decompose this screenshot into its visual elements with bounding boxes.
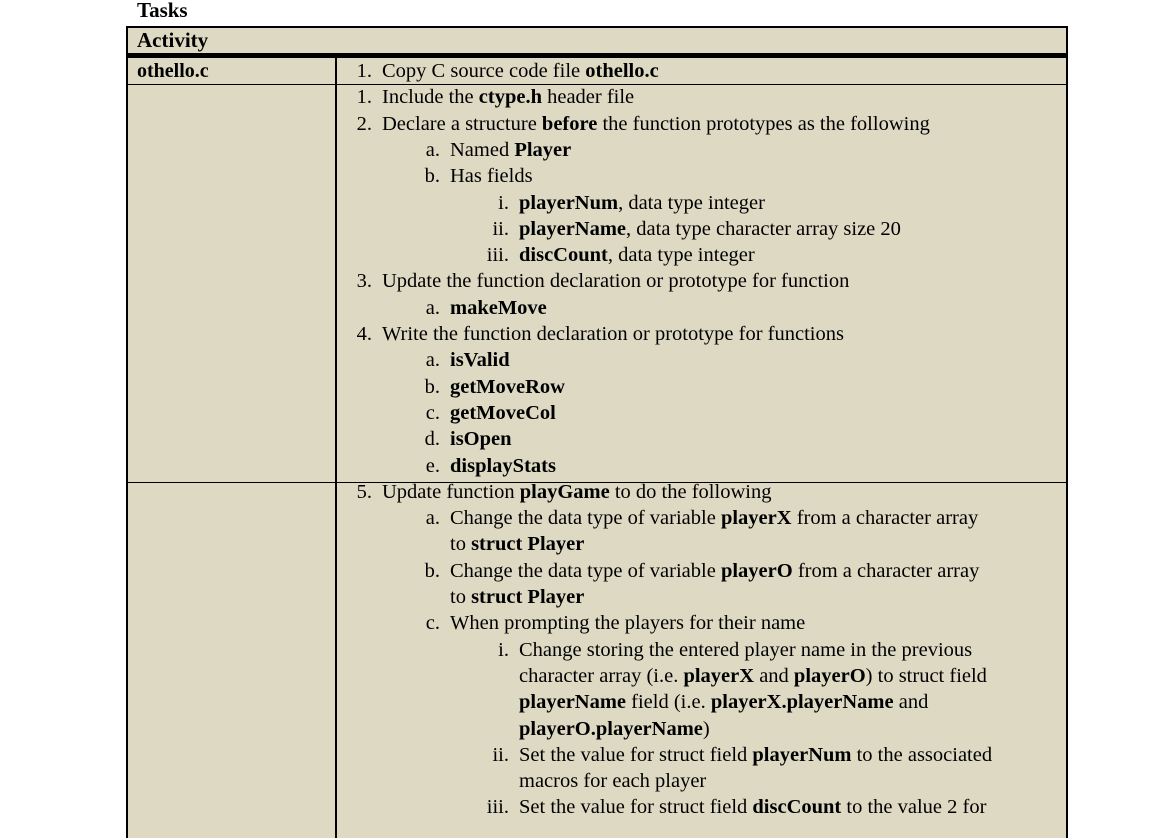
table-header-row: [128, 28, 1066, 58]
tasks-table: [126, 26, 1068, 838]
list-marker: ii.: [492, 743, 509, 766]
task-text: Change the data type of variable playerX from a character array: [450, 507, 979, 530]
list-marker: a.: [425, 296, 440, 319]
list-marker: i.: [498, 638, 509, 661]
column-divider: [335, 58, 337, 838]
activity-column-header: Activity: [137, 28, 209, 52]
task-text: macros for each player: [519, 770, 707, 793]
list-marker: a.: [425, 507, 440, 530]
task-text: getMoveCol: [450, 401, 556, 424]
task-text: Named Player: [450, 138, 572, 161]
task-text: Declare a structure before the function prototypes as the following: [382, 112, 930, 135]
task-text: makeMove: [450, 296, 547, 319]
task-text: Copy C source code file othello.c: [382, 60, 659, 82]
task-text: to struct Player: [450, 586, 585, 608]
task-line: [492, 216, 901, 242]
task-text: Write the function declaration or prototype for functions: [382, 323, 844, 345]
list-marker: a.: [425, 349, 440, 372]
task-text: to struct Player: [450, 533, 585, 556]
task-text: playerName, data type character array size 20: [519, 217, 901, 240]
task-line: [356, 268, 850, 294]
task-line: [424, 558, 980, 584]
task-line: [356, 111, 930, 137]
task-line: [519, 663, 987, 689]
task-text: playerName field (i.e. playerX.playerName and: [519, 691, 929, 714]
list-marker: e.: [425, 454, 440, 477]
task-text: playerO.playerName): [519, 717, 710, 740]
task-line: [425, 295, 547, 321]
list-marker: 5.: [356, 480, 372, 503]
task-line: [450, 531, 584, 557]
list-marker: d.: [424, 428, 440, 451]
task-line: [450, 584, 584, 610]
list-marker: c.: [425, 401, 440, 424]
list-marker: iii.: [486, 796, 509, 819]
task-text: Change storing the entered player name in the previous: [519, 638, 973, 661]
task-text: discCount, data type integer: [519, 244, 755, 267]
task-line: [356, 84, 635, 110]
activity-name: othello.c: [137, 60, 209, 82]
task-line: [519, 689, 928, 715]
task-text: Change the data type of variable playerO from a character array: [450, 559, 980, 582]
task-text: Update the function declaration or prototype for function: [382, 270, 850, 293]
list-marker: 1.: [356, 86, 372, 109]
task-text: isOpen: [450, 428, 512, 451]
document-heading: Tasks: [137, 0, 188, 22]
task-line: [492, 742, 993, 768]
task-text: Update function playGame to do the following: [382, 480, 772, 503]
list-marker: a.: [425, 138, 440, 161]
task-line: [498, 637, 973, 663]
list-marker: 1.: [356, 60, 372, 82]
list-marker: b.: [424, 559, 440, 582]
list-marker: ii.: [492, 217, 509, 240]
task-line: [425, 610, 806, 636]
list-marker: 2.: [356, 112, 372, 135]
list-marker: iii.: [486, 244, 509, 267]
task-line: [356, 479, 772, 505]
task-line: [424, 163, 533, 189]
task-text: Set the value for struct field playerNum to the associated: [519, 743, 993, 766]
task-text: Include the ctype.h header file: [382, 86, 635, 109]
task-line: [425, 453, 556, 479]
list-marker: 3.: [356, 270, 372, 293]
task-line: [425, 137, 572, 163]
list-marker: 4.: [356, 323, 372, 345]
task-text: character array (i.e. playerX and playerO) to struct field: [519, 664, 987, 687]
task-line: [486, 794, 987, 820]
task-line: [425, 400, 556, 426]
list-marker: c.: [425, 612, 440, 635]
list-marker: b.: [424, 165, 440, 188]
task-text: When prompting the players for their name: [450, 612, 806, 635]
task-text: playerNum, data type integer: [519, 191, 765, 214]
task-line: [425, 505, 979, 531]
task-text: getMoveRow: [450, 375, 565, 398]
task-text: displayStats: [450, 454, 556, 477]
task-line: [424, 374, 565, 400]
task-line: [519, 768, 706, 794]
task-line: [486, 242, 755, 268]
task-line: [519, 716, 710, 742]
list-marker: b.: [424, 375, 440, 398]
task-text: Has fields: [450, 165, 533, 188]
task-text: isValid: [450, 349, 510, 372]
task-line: [356, 321, 844, 347]
task-line: [424, 426, 512, 452]
task-line: [498, 190, 765, 216]
task-line: [425, 347, 510, 373]
task-line: [356, 58, 659, 84]
list-marker: i.: [498, 191, 509, 214]
task-text: Set the value for struct field discCount to the value 2 for: [519, 796, 987, 819]
